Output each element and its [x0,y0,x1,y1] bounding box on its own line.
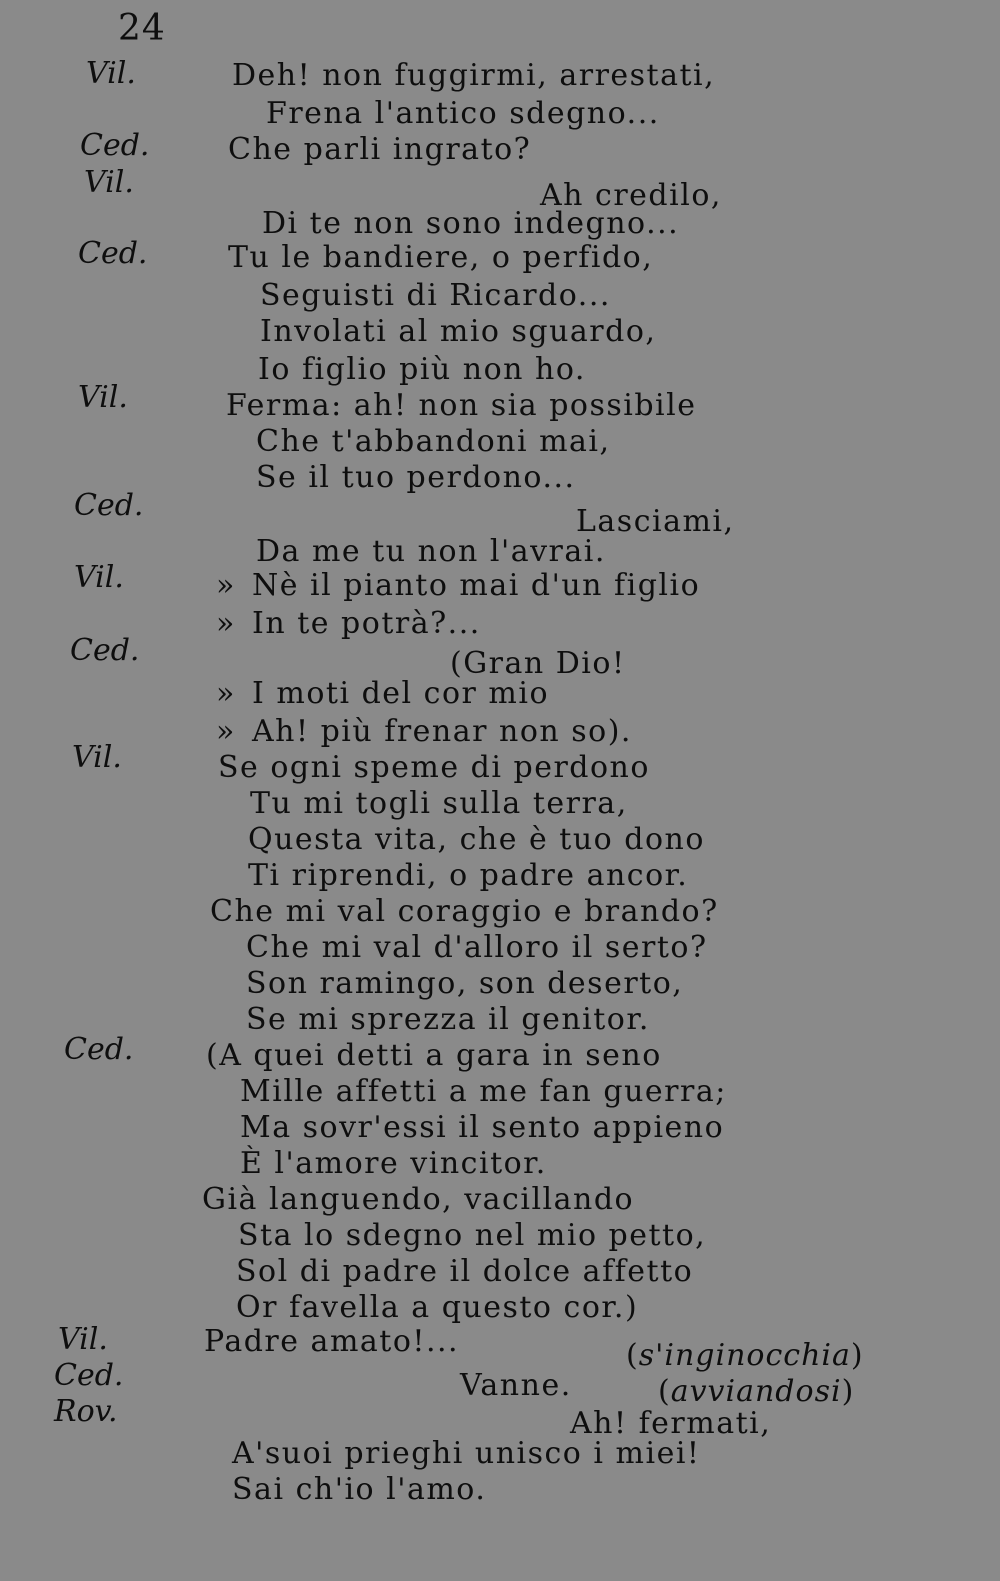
verse-line: Se mi sprezza il genitor. [246,1002,650,1037]
stage-direction [626,1338,864,1373]
speaker-label: Ced. [70,633,140,668]
verse-line: Sol di padre il dolce affetto [236,1254,694,1289]
verse-line: Tu le bandiere, o perfido, [228,240,654,275]
verse-line: Questa vita, che è tuo dono [248,822,705,857]
speaker-label: Vil. [58,1322,108,1357]
speaker-label: Ced. [80,128,150,163]
verse-line: Io figlio più non ho. [258,352,586,387]
verse-line: Da me tu non l'avrai. [256,534,606,569]
paren-close: ) [841,1374,855,1409]
verse-line: Se ogni speme di perdono [218,750,650,785]
verse-line: (A quei detti a gara in seno [206,1038,662,1073]
speaker-label: Vil. [84,165,134,200]
verse-line: Tu mi togli sulla terra, [250,786,628,821]
speaker-label: Rov. [54,1394,118,1429]
verse-line: Di te non sono indegno... [262,206,680,241]
quote-mark: » [216,676,236,711]
verse-line: Ah! fermati, [570,1406,772,1441]
verse-line: (Gran Dio! [450,646,626,681]
page-number: 24 [118,8,166,49]
verse-line [216,568,700,603]
verse-line: Ma sovr'essi il sento appieno [240,1110,725,1145]
verse-text: Ah! più frenar non so). [252,714,632,749]
verse-line [216,676,549,711]
verse-line: È l'amore vincitor. [240,1146,547,1181]
quote-mark: » [216,606,236,641]
verse-line: Seguisti di Ricardo... [260,278,611,313]
speaker-label: Vil. [74,560,124,595]
verse-line: Già languendo, vacillando [202,1182,635,1217]
verse-line: Che mi val coraggio e brando? [210,894,719,929]
speaker-label: Ced. [74,488,144,523]
verse-line: Che mi val d'alloro il serto? [246,930,708,965]
speaker-label: Vil. [86,56,136,91]
paren-close: ) [850,1338,864,1373]
verse-line: Mille affetti a me fan guerra; [240,1074,727,1109]
speaker-label: Vil. [78,380,128,415]
speaker-label: Vil. [72,740,122,775]
verse-line: Vanne. [460,1368,572,1403]
verse-line [216,714,632,749]
verse-line: Deh! non fuggirmi, arrestati, [232,58,716,93]
stage-direction-text: s'inginocchia [638,1338,851,1373]
verse-line: Ah credilo, [540,178,722,213]
stage-direction-text: avviandosi [670,1374,842,1409]
verse-line: Son ramingo, son deserto, [246,966,684,1001]
paren-open: ( [626,1338,639,1373]
verse-line: A'suoi prieghi unisco i miei! [232,1436,701,1471]
quote-mark: » [216,714,236,749]
verse-line: Che parli ingrato? [228,132,532,167]
verse-line: Ferma: ah! non sia possibile [226,388,697,423]
verse-line: Ti riprendi, o padre ancor. [248,858,689,893]
verse-line: Or favella a questo cor.) [236,1290,639,1325]
verse-text: Nè il pianto mai d'un figlio [252,568,701,603]
verse-line: Lasciami, [576,504,735,539]
verse-line: Involati al mio sguardo, [260,314,657,349]
verse-line: Frena l'antico sdegno... [266,96,660,131]
verse-text: In te potrà?... [252,606,481,641]
speaker-label: Ced. [64,1032,134,1067]
speaker-label: Ced. [78,236,148,271]
verse-line [216,606,481,641]
verse-line: Padre amato!... [204,1324,460,1359]
quote-mark: » [216,568,236,603]
verse-line: Sta lo sdegno nel mio petto, [238,1218,707,1253]
verse-line: Che t'abbandoni mai, [256,424,611,459]
stage-direction [658,1374,854,1409]
paren-open: ( [658,1374,671,1409]
verse-text: I moti del cor mio [252,676,550,711]
verse-line: Sai ch'io l'amo. [232,1472,487,1507]
verse-line: Se il tuo perdono... [256,460,576,495]
speaker-label: Ced. [54,1358,124,1393]
